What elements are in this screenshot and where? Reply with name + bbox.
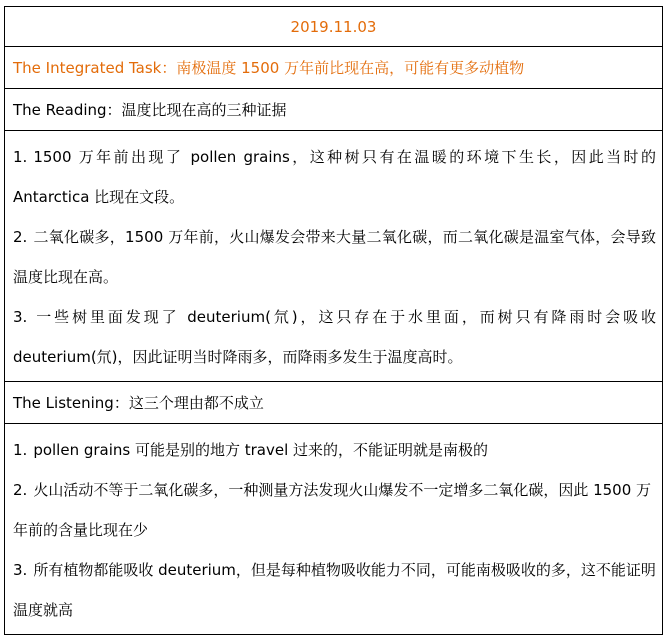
reading-item [13,217,656,297]
reading-item [13,297,656,377]
listening-heading-row [5,382,662,424]
listening-heading: The Listening：这三个理由都不成立 [13,394,264,412]
reading-list [5,131,662,382]
reading-item-number: 2. [13,228,28,246]
date-text: 2019.11.03 [290,18,377,36]
notes-table [4,6,663,635]
reading-item-text: 1500 万年前出现了 pollen grains，这种树只有在温暖的环境下生长，因此当时的 Antarctica 比现在文段。 [13,148,656,206]
reading-item-number: 3. [13,308,28,326]
reading-item-text: 一些树里面发现了 deuterium(氘)，这只存在于水里面，而树只有降雨时会吸收 deuterium(氘)，因此证明当时降雨多，而降雨多发生于温度高时。 [13,308,656,366]
reading-heading: The Reading：温度比现在高的三种证据 [13,101,287,119]
listening-item [13,430,656,470]
reading-item-text: 二氧化碳多，1500 万年前，火山爆发会带来大量二氧化碳，而二氧化碳是温室气体，会导致温度比现在高。 [13,228,656,286]
reading-heading-row [5,89,662,131]
listening-item-number: 2. [13,481,28,499]
date-row [5,7,662,47]
listening-item [13,470,656,550]
listening-item-text: 所有植物都能吸收 deuterium，但是每种植物吸收能力不同，可能南极吸收的多，这不能证明温度就高 [13,561,656,619]
listening-item-text: 火山活动不等于二氧化碳多，一种测量方法发现火山爆发不一定增多二氧化碳，因此 1500 万年前的含量比现在少 [13,481,652,539]
task-row [5,47,662,89]
listening-item-number: 1. [13,441,28,459]
listening-list [5,424,662,634]
listening-item-number: 3. [13,561,28,579]
listening-item [13,550,656,630]
listening-item-text: pollen grains 可能是别的地方 travel 过来的，不能证明就是南极的 [33,441,489,459]
reading-item-number: 1. [13,148,28,166]
reading-item [13,137,656,217]
task-text: The Integrated Task：南极温度 1500 万年前比现在高，可能有更多动植物 [13,59,525,77]
